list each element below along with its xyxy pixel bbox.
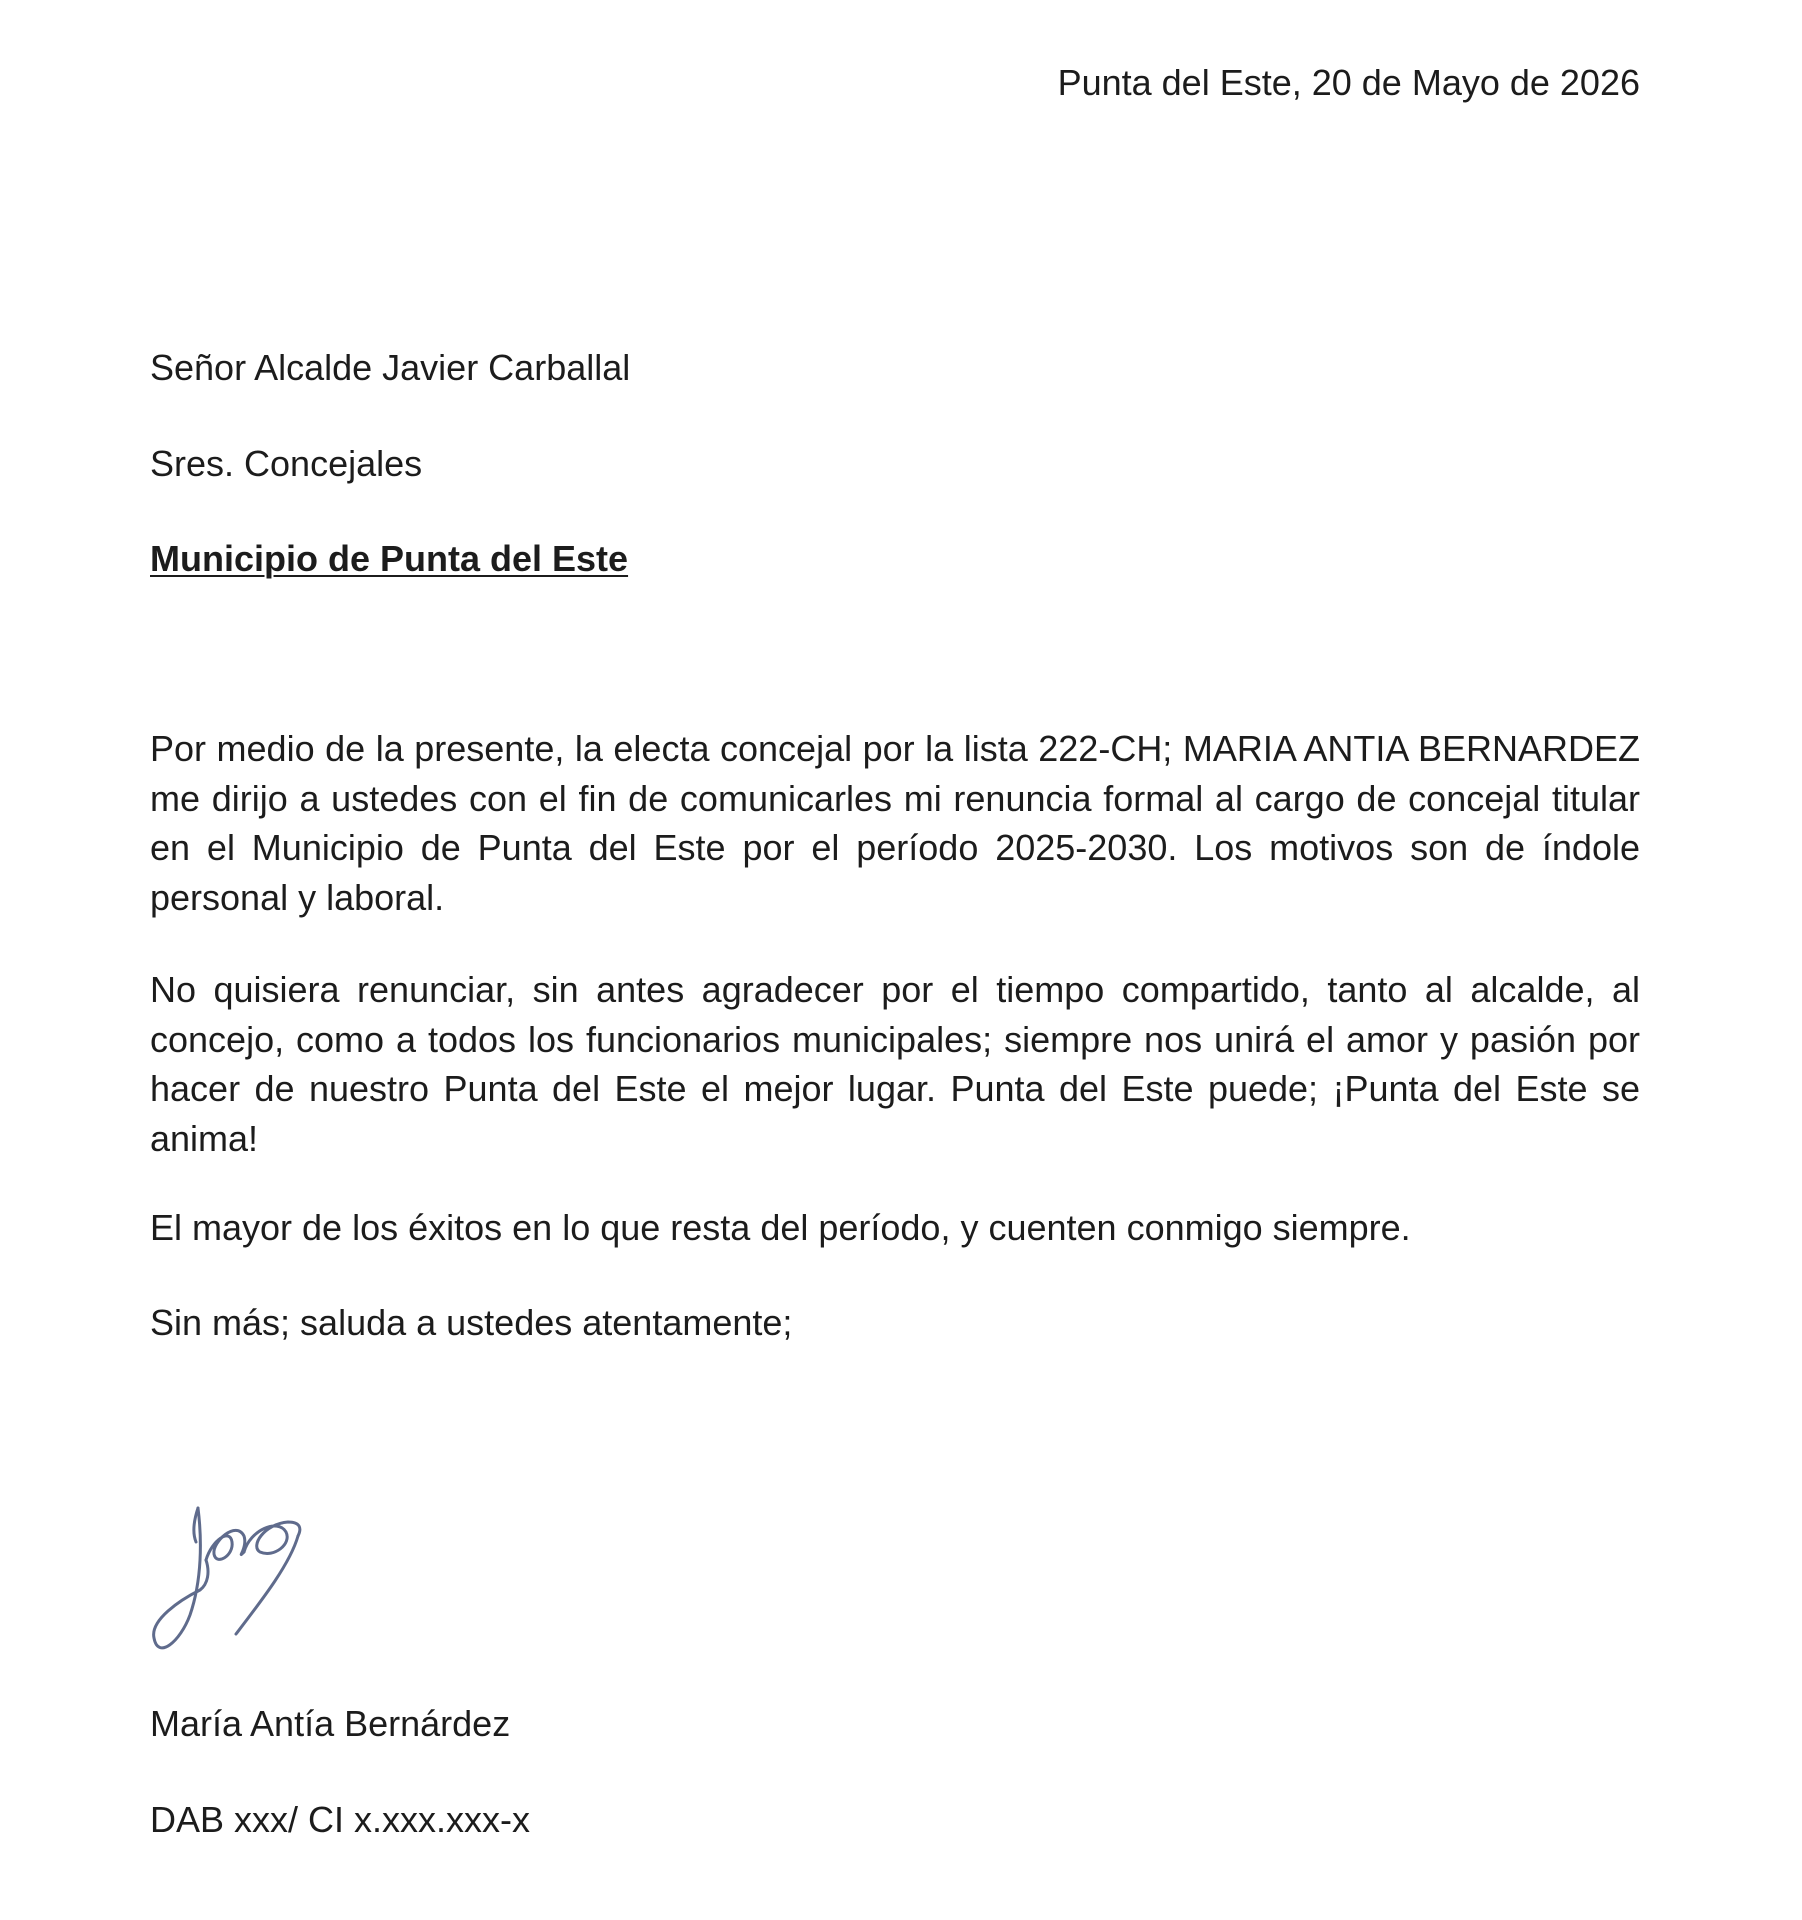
signer-name: María Antía Bernárdez xyxy=(150,1703,511,1744)
signer-id-line: DAB xxx/ CI x.xxx.xxx-x xyxy=(150,1799,531,1840)
recipient-municipality: Municipio de Punta del Este xyxy=(150,538,629,579)
recipient-mayor: Señor Alcalde Javier Carballal xyxy=(150,347,631,388)
body-paragraph-wishes: El mayor de los éxitos en lo que resta del período, y cuenten conmigo siempre. xyxy=(150,1207,1411,1248)
handwritten-signature xyxy=(140,1480,370,1670)
body-paragraph-thanks: No quisiera renunciar, sin antes agradecer por el tiempo compartido, tanto al alcalde, al concejo, como a todos los funcionarios municipales; siempre nos unirá el amor y pasión por hacer de nuestro Punta del Este el mejor lugar. Punta del Este puede; ¡Punta del Este se anima! xyxy=(150,969,1640,1159)
body-paragraph-resignation: Por medio de la presente, la electa concejal por la lista 222-CH; MARIA ANTIA BERNARDEZ me dirijo a ustedes con el fin de comunicarles mi renuncia formal al cargo de concejal titular en el Municipio de Punta del Este por el período 2025-2030. Los motivos son de índole personal y laboral. xyxy=(150,728,1640,918)
body-paragraph-closing: Sin más; saluda a ustedes atentamente; xyxy=(150,1302,793,1343)
date-line: Punta del Este, 20 de Mayo de 2026 xyxy=(1057,62,1640,103)
recipient-councillors: Sres. Concejales xyxy=(150,443,423,484)
